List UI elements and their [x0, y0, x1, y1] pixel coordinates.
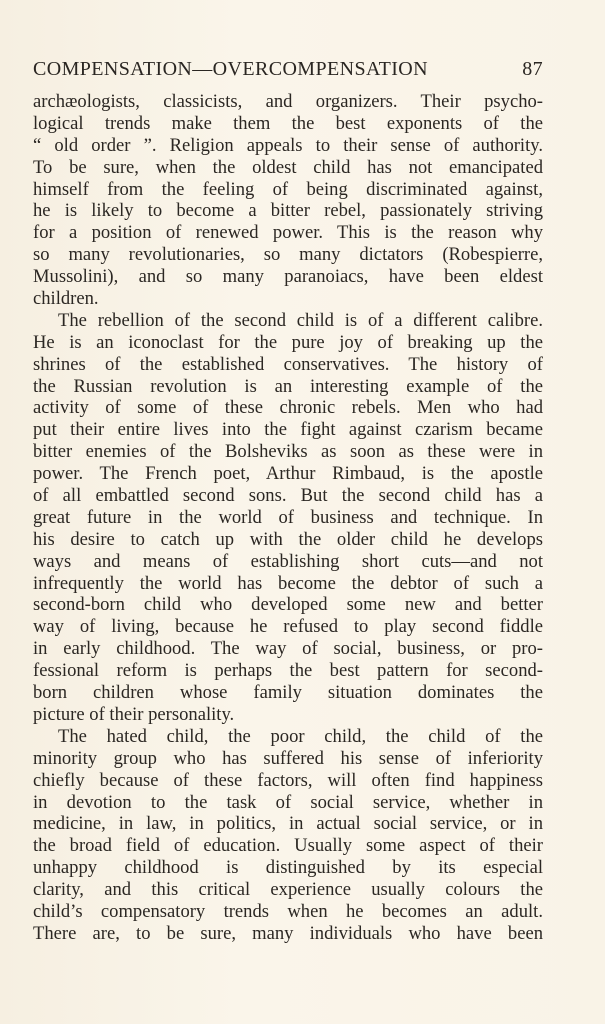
- text-line: he is likely to become a bitter rebel, passionately striving: [33, 200, 543, 222]
- text-line: Mussolini), and so many paranoiacs, have been eldest: [33, 266, 543, 288]
- body-text: [33, 91, 543, 945]
- text-line: infrequently the world has become the debtor of such a: [33, 572, 543, 594]
- text-line: so many revolutionaries, so many dictators (Robespierre,: [33, 244, 543, 266]
- text-line: To be sure, when the oldest child has not emancipated: [33, 156, 543, 178]
- text-line: in devotion to the task of social service, whether in: [33, 791, 543, 813]
- text-line: in early childhood. The way of social, business, or pro-: [33, 638, 543, 660]
- text-line: archæologists, classicists, and organizers. Their psycho-: [33, 91, 543, 112]
- running-title: COMPENSATION—OVERCOMPENSATION: [33, 58, 428, 80]
- text-line: put their entire lives into the fight against czarism became: [33, 419, 543, 441]
- paragraph-1: [33, 91, 543, 310]
- text-line: second-born child who developed some new and better: [33, 594, 543, 616]
- text-line: child’s compensatory trends when he becomes an adult.: [33, 900, 543, 922]
- running-head: [33, 58, 543, 84]
- text-line: the Russian revolution is an interesting example of the: [33, 375, 543, 397]
- text-line: minority group who has suffered his sense of inferiority: [33, 747, 543, 769]
- text-line: activity of some of these chronic rebels. Men who had: [33, 397, 543, 419]
- text-line: children.: [33, 288, 99, 310]
- text-line: born children whose family situation dominates the: [33, 682, 543, 704]
- text-line: power. The French poet, Arthur Rimbaud, is the apostle: [33, 463, 543, 485]
- text-line: shrines of the established conservatives. The history of: [33, 353, 543, 375]
- text-line: The hated child, the poor child, the child of the: [58, 725, 543, 747]
- text-line: picture of their personality.: [33, 703, 235, 725]
- text-line: fessional reform is perhaps the best pattern for second-: [33, 660, 543, 682]
- paragraph-3: [33, 726, 543, 945]
- text-line: medicine, in law, in politics, in actual social service, or in: [33, 813, 543, 835]
- text-line: There are, to be sure, many individuals who have been: [33, 922, 543, 944]
- text-line: great future in the world of business and technique. In: [33, 506, 543, 528]
- text-line: himself from the feeling of being discriminated against,: [33, 178, 543, 200]
- text-line: his desire to catch up with the older child he develops: [33, 528, 543, 550]
- text-line: chiefly because of these factors, will often find happiness: [33, 769, 543, 791]
- text-line: clarity, and this critical experience usually colours the: [33, 879, 543, 901]
- text-line: He is an iconoclast for the pure joy of breaking up the: [33, 331, 543, 353]
- text-line: of all embattled second sons. But the second child has a: [33, 485, 543, 507]
- text-line: way of living, because he refused to play second fiddle: [33, 616, 543, 638]
- text-line: bitter enemies of the Bolsheviks as soon as these were in: [33, 441, 543, 463]
- text-line: for a position of renewed power. This is the reason why: [33, 222, 543, 244]
- text-line: the broad field of education. Usually some aspect of their: [33, 835, 543, 857]
- paragraph-2: [33, 310, 543, 726]
- text-line: unhappy childhood is distinguished by its especial: [33, 857, 543, 879]
- text-line: logical trends make them the best exponents of the: [33, 112, 543, 134]
- page-number: 87: [522, 58, 543, 80]
- text-line: ways and means of establishing short cuts—and not: [33, 550, 543, 572]
- text-line: The rebellion of the second child is of a different calibre.: [58, 309, 543, 331]
- text-line: “ old order ”. Religion appeals to their sense of authority.: [33, 134, 543, 156]
